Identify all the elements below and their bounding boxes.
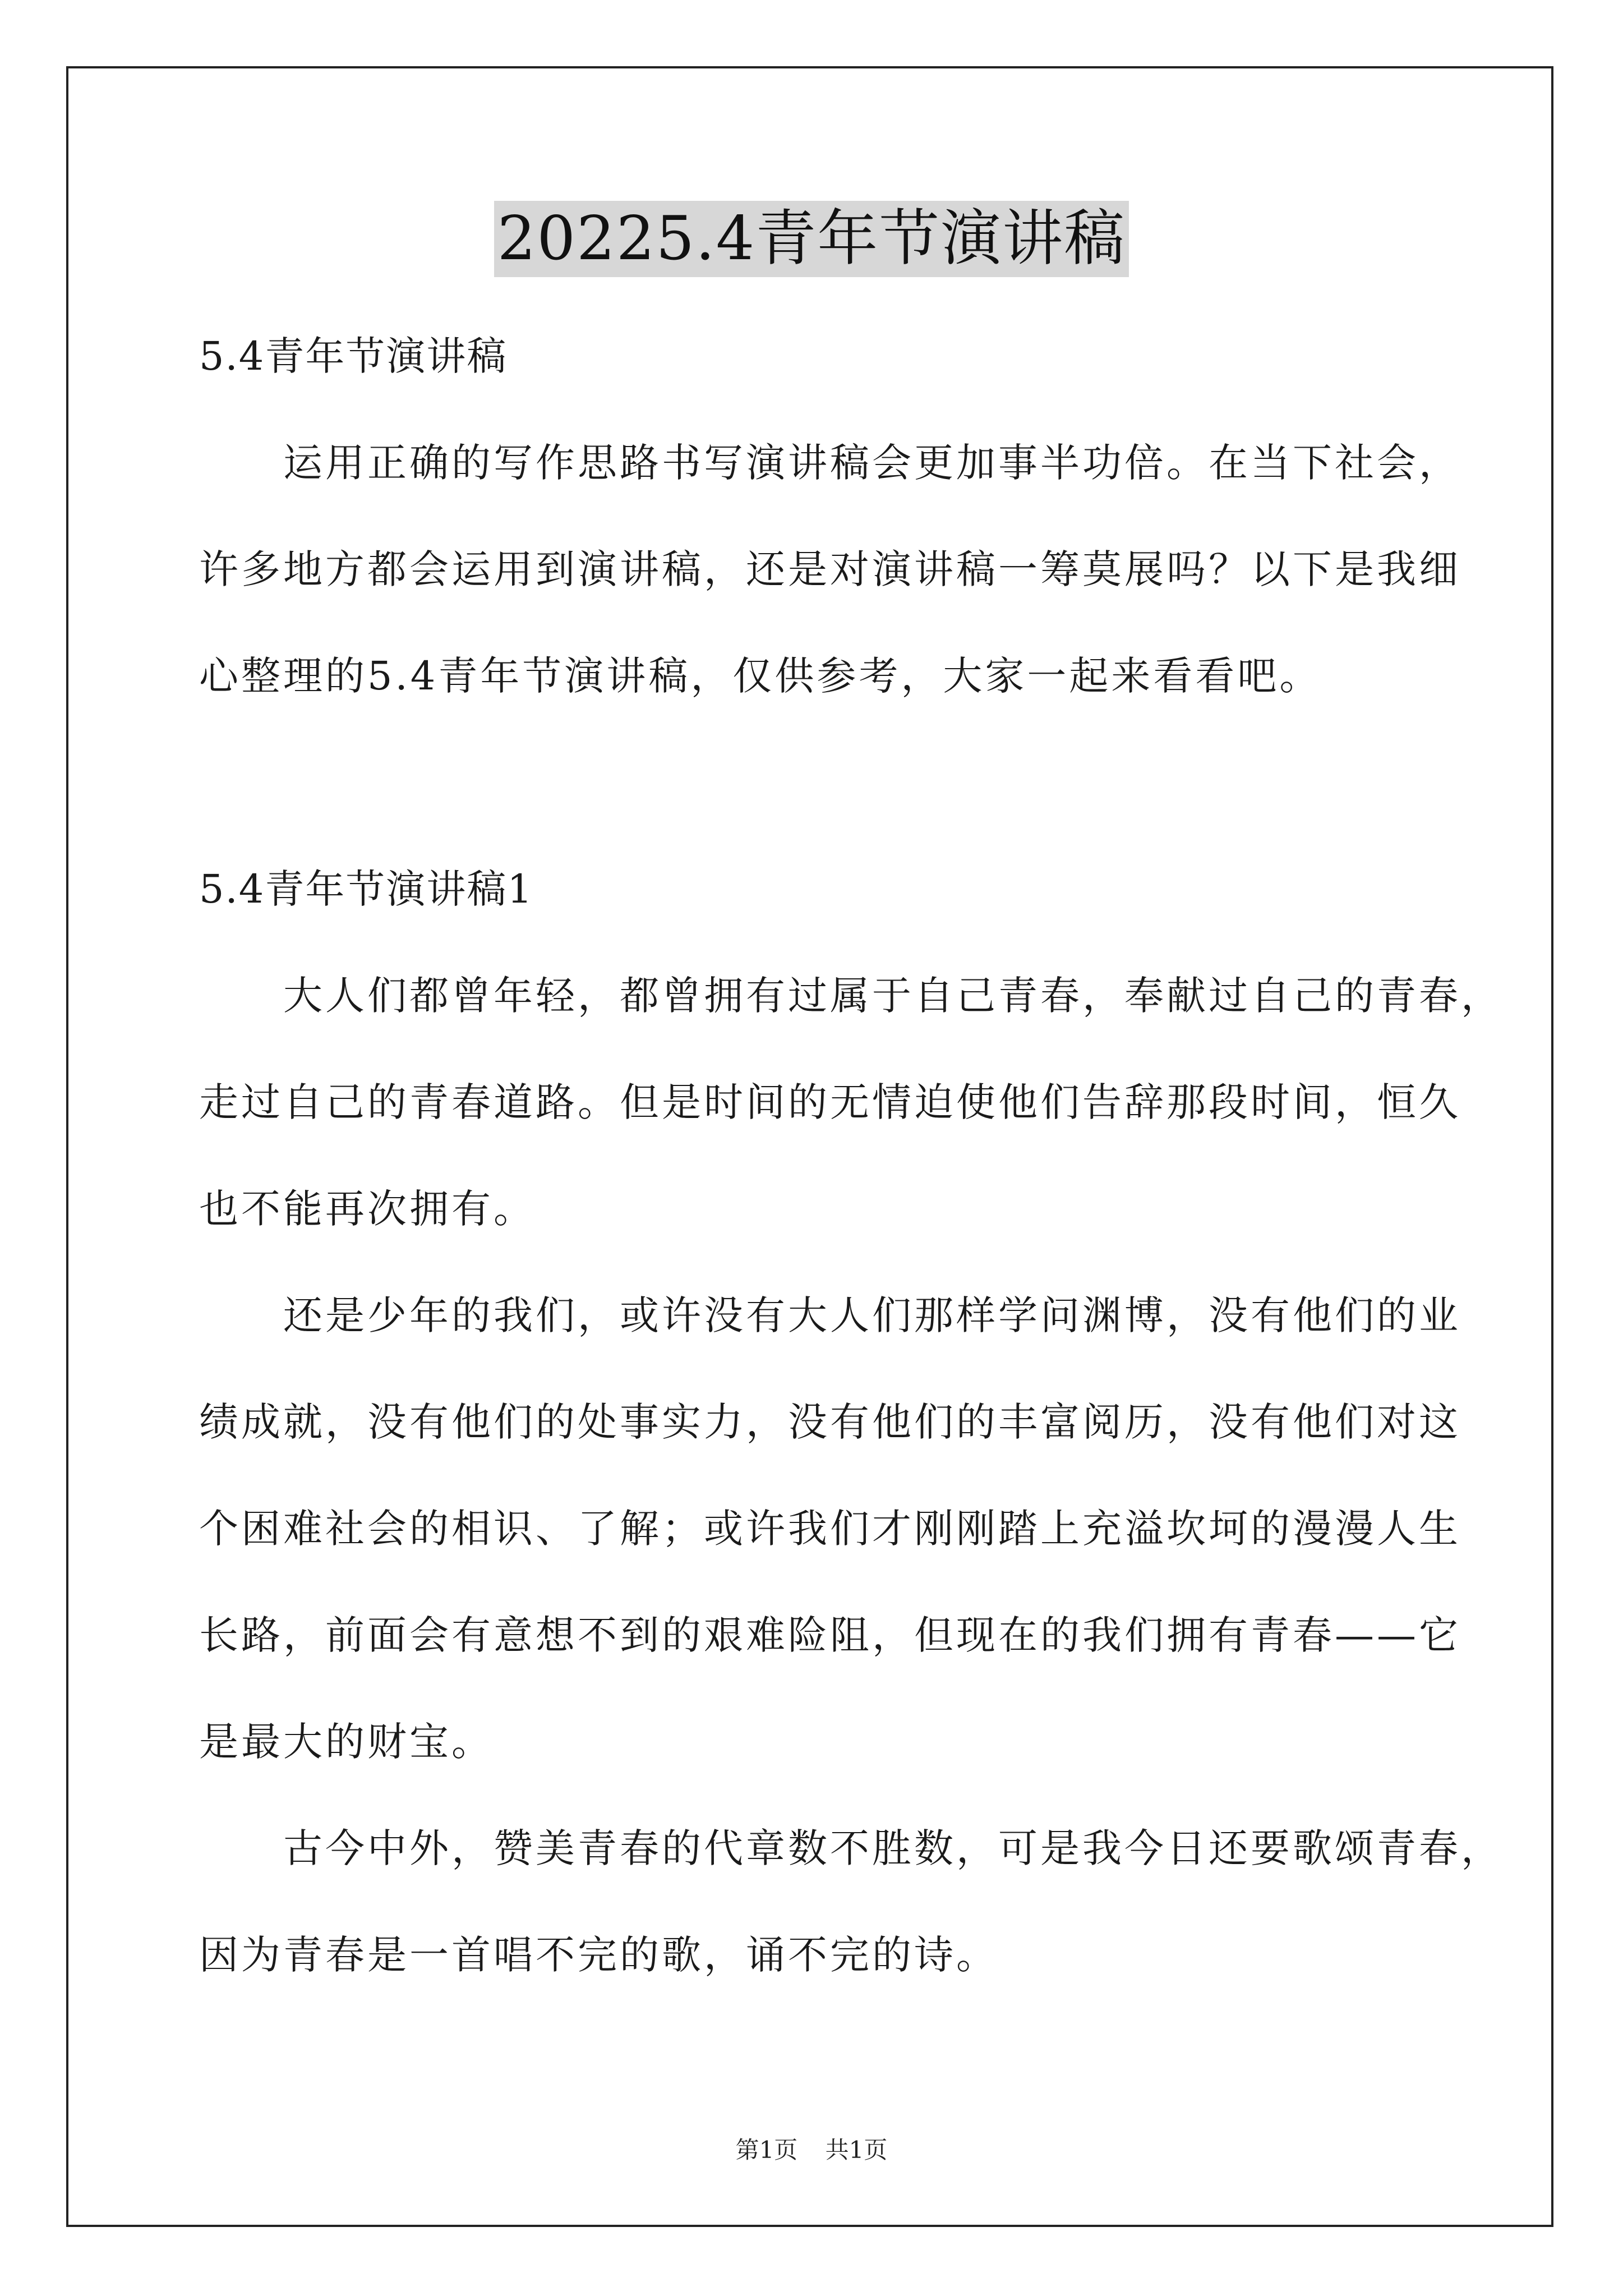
title-container (0, 201, 1623, 277)
page-footer (0, 2133, 1623, 2167)
section-heading: 5.4青年节演讲稿1 (199, 866, 533, 912)
body-line: 大人们都曾年轻，都曾拥有过属于自己青春，奉献过自己的青春， (199, 973, 1503, 1019)
body-line: 长路，前面会有意想不到的艰难险阻，但现在的我们拥有青春——它 (199, 1612, 1461, 1658)
intro-line: 许多地方都会运用到演讲稿，还是对演讲稿一筹莫展吗？以下是我细 (199, 546, 1461, 592)
body-line: 古今中外，赞美青春的代章数不胜数，可是我今日还要歌颂青春， (199, 1825, 1503, 1871)
body-line: 因为青春是一首唱不完的歌，诵不完的诗。 (199, 1932, 998, 1978)
body-line: 还是少年的我们，或许没有大人们那样学问渊博，没有他们的业 (199, 1292, 1461, 1338)
intro-line: 运用正确的写作思路书写演讲稿会更加事半功倍。在当下社会， (199, 440, 1461, 486)
body-line: 绩成就，没有他们的处事实力，没有他们的丰富阅历，没有他们对这 (199, 1399, 1461, 1445)
intro-paragraph (199, 409, 1461, 729)
paragraph-spacer (199, 729, 1433, 836)
body-line: 也不能再次拥有。 (199, 1186, 536, 1232)
page-number-current: 第1页 (735, 2136, 798, 2164)
page-number-total: 共1页 (825, 2136, 888, 2164)
body-line: 个困难社会的相识、了解；或许我们才刚刚踏上充溢坎坷的漫漫人生 (199, 1506, 1461, 1552)
document-subtitle: 5.4青年节演讲稿 (199, 333, 508, 379)
body-line: 走过自己的青春道路。但是时间的无情迫使他们告辞那段时间，恒久 (199, 1079, 1461, 1125)
document-body (199, 303, 1503, 2008)
body-line: 是最大的财宝。 (199, 1719, 494, 1765)
body-text (199, 942, 1503, 2008)
document-title: 20225.4青年节演讲稿 (494, 201, 1129, 277)
intro-line: 心整理的5.4青年节演讲稿，仅供参考，大家一起来看看吧。 (199, 653, 1322, 699)
